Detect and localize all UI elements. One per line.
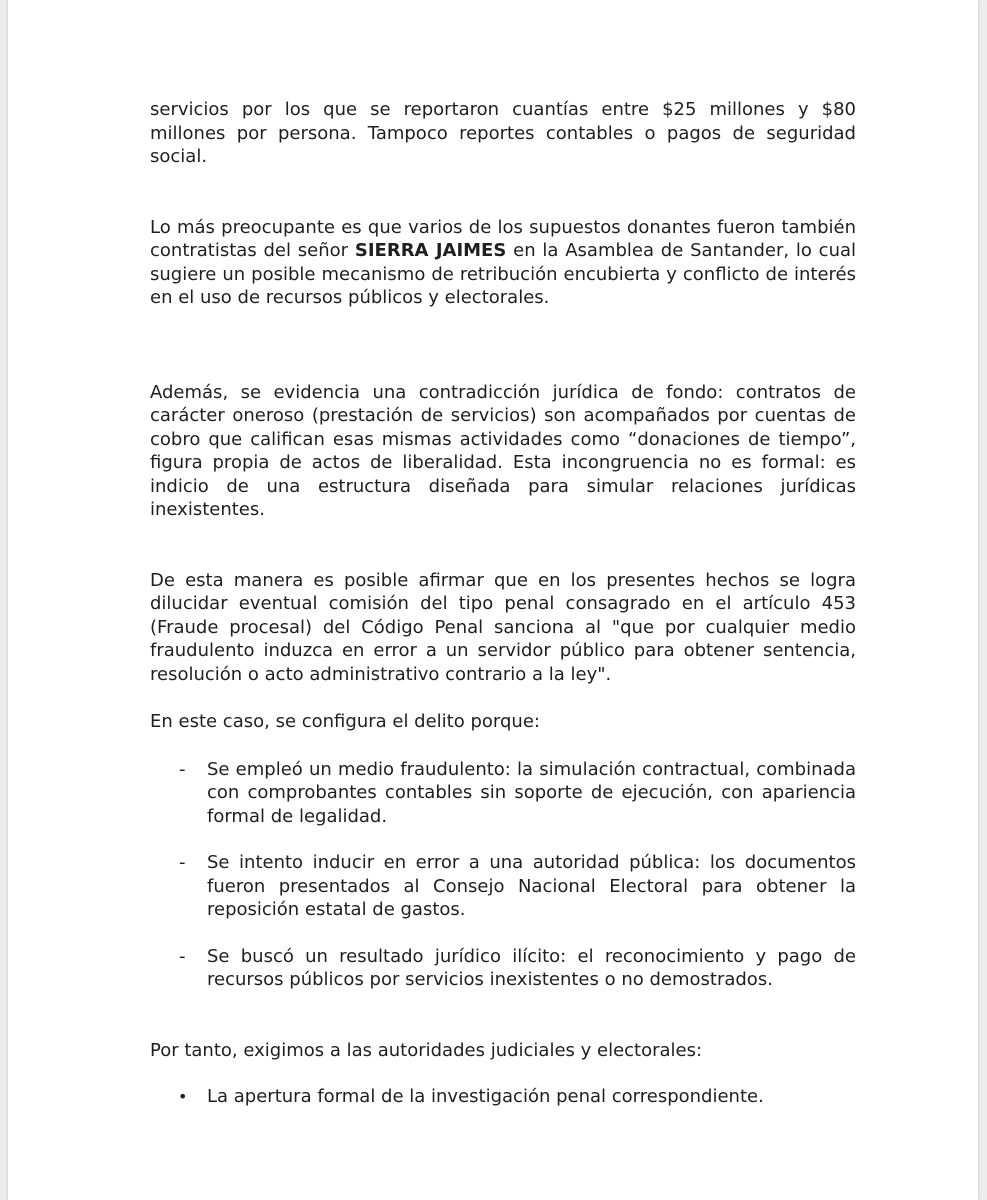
demands-list bbox=[150, 1085, 856, 1109]
paragraph-donors-text-after: en la Asamblea de Santander, lo cual sugiere un posible mecanismo de retribución encubierta y conflicto de interés en el uso de recursos públicos y electorales. bbox=[150, 240, 857, 308]
list-item bbox=[150, 851, 856, 922]
list-item bbox=[150, 1085, 856, 1109]
paragraph-legal-contradiction: Además, se evidencia una contradicción jurídica de fondo: contratos de carácter oneroso (prestación de servicios) son acompañados por cuentas de cobro que califican esas mismas actividades como “donaciones de tiempo”, figura propia de actos de liberalidad. Esta incongruencia no es formal: es indicio de una estructura diseñada para simular relaciones jurídicas inexistentes. bbox=[150, 381, 856, 520]
list-item bbox=[150, 758, 856, 829]
paragraph-crime-intro: En este caso, se configura el delito porque: bbox=[150, 711, 540, 732]
bullet-marker: • bbox=[178, 1087, 188, 1106]
paragraph-donors-contractors bbox=[150, 216, 856, 310]
paragraph-donors-text-before: Lo más preocupante es que varios de los supuestos donantes fueron también contratistas del señor bbox=[150, 216, 856, 261]
crime-elements-list bbox=[150, 758, 856, 992]
paragraph-fraud-article: De esta manera es posible afirmar que en los presentes hechos se logra dilucidar eventual comisión del tipo penal consagrado en el artículo 453 (Fraude procesal) del Código Penal sanciona al "que por cualquier medio fraudulento induzca en error a un servidor público para obtener sentencia, resolución o acto administrativo contrario a la ley". bbox=[150, 569, 856, 685]
paragraph-demands-intro: Por tanto, exigimos a las autoridades judiciales y electorales: bbox=[150, 1039, 703, 1061]
dash-marker: - bbox=[179, 758, 186, 780]
list-item-text: La apertura formal de la investigación penal correspondiente. bbox=[207, 1086, 764, 1107]
list-item bbox=[150, 945, 856, 992]
list-item-text: Se buscó un resultado jurídico ilícito: el reconocimiento y pago de recursos públicos por servicios inexistentes o no demostrados. bbox=[207, 945, 856, 990]
list-item-text: Se intento inducir en error a una autoridad pública: los documentos fueron presentados al Consejo Nacional Electoral para obtener la reposición estatal de gastos. bbox=[207, 852, 856, 920]
name-sierra-jaimes: SIERRA JAIMES bbox=[354, 240, 507, 261]
paragraph-services-amounts: servicios por los que se reportaron cuantías entre $25 millones y $80 millones por persona. Tampoco reportes contables o pagos de seguridad social. bbox=[150, 99, 856, 167]
list-item-text: Se empleó un medio fraudulento: la simulación contractual, combinada con comprobantes contables sin soporte de ejecución, con apariencia formal de legalidad. bbox=[207, 758, 856, 827]
dash-marker: - bbox=[179, 945, 186, 967]
document-page bbox=[8, 0, 978, 1200]
document-body bbox=[150, 98, 856, 1109]
dash-marker: - bbox=[179, 852, 186, 873]
